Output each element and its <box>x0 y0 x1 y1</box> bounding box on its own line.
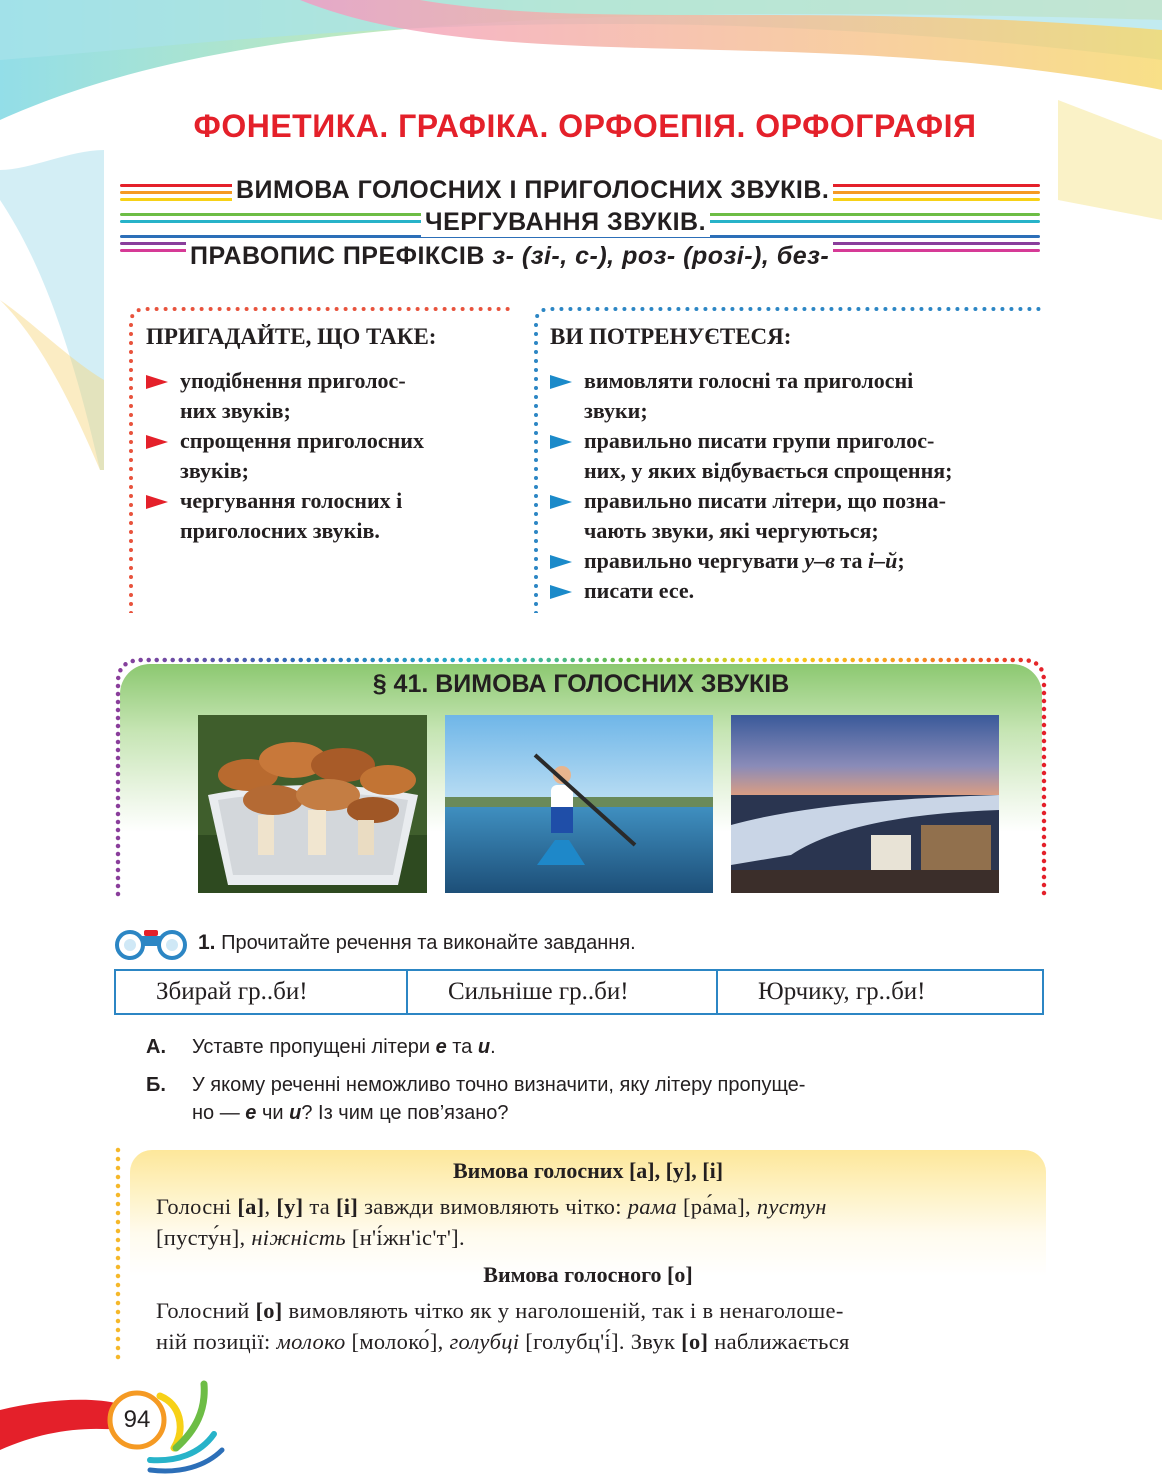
list-item: спрощення приголосних звуків; <box>146 426 506 486</box>
list-item: правильно чергувати у–в та і–й; <box>550 546 1050 576</box>
list-item: вимовляти голосні та приголосні звуки; <box>550 366 1050 426</box>
sentence-cell: Юрчику, гр..би! <box>717 970 1043 1014</box>
blue-arrow-icon <box>550 495 572 509</box>
blue-arrow-icon <box>550 375 572 389</box>
sentences-table <box>114 969 1044 1015</box>
remember-heading: ПРИГАДАЙТЕ, ЩО ТАКЕ: <box>146 324 437 349</box>
rule-2-heading: Вимова голосного [о] <box>483 1262 693 1287</box>
blue-arrow-icon <box>550 585 572 599</box>
task-number: 1. <box>198 931 216 954</box>
sentence-cell: Сильніше гр..би! <box>407 970 717 1014</box>
red-arrow-icon <box>146 495 168 509</box>
need-heading: ВИ ПОТРЕНУЄТЕСЯ: <box>550 324 792 349</box>
rule-1-heading: Вимова голосних [а], [у], [і] <box>452 1158 724 1183</box>
kayaker-photo <box>445 715 713 893</box>
section-title: ФОНЕТИКА. ГРАФІКА. ОРФОЕПІЯ. ОРФОГРАФІЯ <box>193 108 977 144</box>
remember-list <box>146 366 506 546</box>
list-item: писати есе. <box>550 576 1050 606</box>
mushrooms-photo <box>198 715 427 893</box>
list-item: чергування голосних і приголосних звуків. <box>146 486 506 546</box>
list-item: правильно писати групи приголос- них, у яких відбувається спрощення; <box>550 426 1050 486</box>
blue-arrow-icon <box>550 435 572 449</box>
blue-arrow-icon <box>550 555 572 569</box>
list-item: уподібнення приголос- них звуків; <box>146 366 506 426</box>
rule-1-text-line-2: [пусту́н], ніжність [н'і́жн'іс'т']. <box>156 1225 465 1250</box>
question-b: Б. У якому реченні неможливо точно визначити, яку літеру пропуще- <box>146 1074 806 1096</box>
rule-2-text-line-1: Голосний [о] вимовляють чітко як у наголошеній, так і в ненаголоше- <box>156 1298 844 1323</box>
question-b-continued: но — е чи и? Із чим це пов’язано? <box>192 1102 509 1124</box>
question-a: А. Уставте пропущені літери е та и. <box>146 1036 496 1058</box>
topic-line-3-prefixes: з- (зі-, с-), роз- (розі-), без- <box>492 242 830 270</box>
task-1-instruction: 1. Прочитайте речення та виконайте завдання. <box>198 931 636 954</box>
need-list <box>550 366 1050 606</box>
topic-line-3 <box>186 242 833 271</box>
rule-1-text-line-1: Голосні [а], [у] та [і] завжди вимовляють чітко: рама [ра́ма], пустун <box>156 1194 827 1219</box>
page-number: 94 <box>123 1406 151 1433</box>
rule-dotted-border <box>112 1146 124 1362</box>
rule-2-text-line-2: ній позиції: молоко [молоко́], голубці [голубц'і́]. Звук [о] наближається <box>156 1329 850 1354</box>
sentence-cell: Збирай гр..би! <box>115 970 407 1014</box>
topic-line-3-prefix: ПРАВОПИС ПРЕФІКСІВ <box>190 242 485 270</box>
red-arrow-icon <box>146 375 168 389</box>
topic-line-2: ЧЕРГУВАННЯ ЗВУКІВ. <box>421 208 710 237</box>
city-photo <box>731 715 999 893</box>
paragraph-title: § 41. ВИМОВА ГОЛОСНИХ ЗВУКІВ <box>372 670 790 698</box>
table-row <box>115 970 1043 1014</box>
list-item: правильно писати літери, що позна- чають звуки, які чергуються; <box>550 486 1050 546</box>
binoculars-icon <box>114 926 188 960</box>
red-arrow-icon <box>146 435 168 449</box>
topic-line-1: ВИМОВА ГОЛОСНИХ І ПРИГОЛОСНИХ ЗВУКІВ. <box>232 176 833 205</box>
